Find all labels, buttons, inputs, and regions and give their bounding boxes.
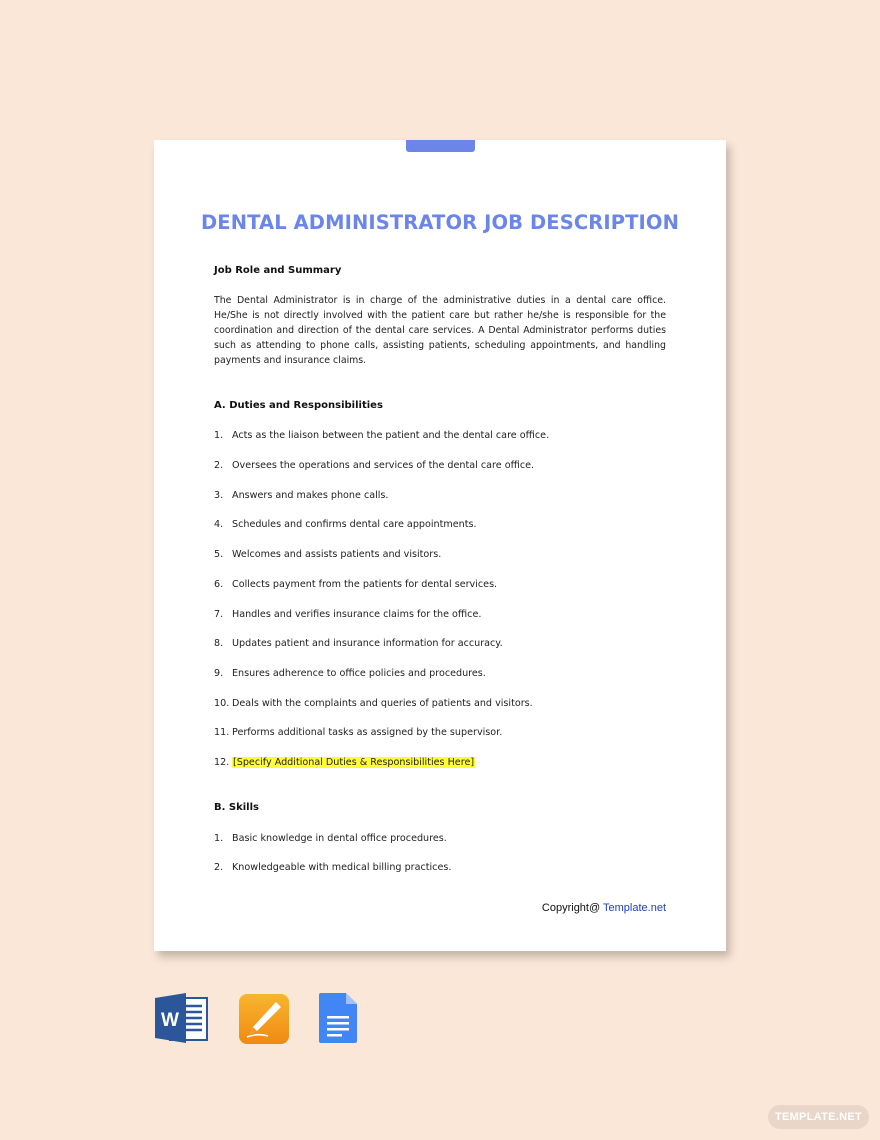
page-tab bbox=[406, 140, 475, 152]
list-item: 11. Performs additional tasks as assigned by the supervisor. bbox=[214, 727, 503, 738]
skills-heading: B. Skills bbox=[214, 802, 259, 813]
template-net-link[interactable]: Template.net bbox=[603, 902, 666, 914]
list-item: 8. Updates patient and insurance information for accuracy. bbox=[214, 638, 503, 649]
list-item: 1. Acts as the liaison between the patient and the dental care office. bbox=[214, 430, 550, 441]
list-item: 5. Welcomes and assists patients and visitors. bbox=[214, 549, 442, 560]
list-item: 6. Collects payment from the patients for dental services. bbox=[214, 579, 498, 590]
list-item: 10. Deals with the complaints and queries of patients and visitors. bbox=[214, 698, 533, 709]
document-title: DENTAL ADMINISTRATOR JOB DESCRIPTION bbox=[200, 211, 680, 234]
highlighted-placeholder[interactable]: [Specify Additional Duties & Responsibilities Here] bbox=[233, 757, 475, 768]
document-page bbox=[154, 140, 726, 951]
google-docs-icon[interactable] bbox=[318, 992, 358, 1049]
list-item: 2. Oversees the operations and services of the dental care office. bbox=[214, 460, 535, 471]
list-item: 9. Ensures adherence to office policies and procedures. bbox=[214, 668, 486, 679]
svg-text:W: W bbox=[161, 1010, 179, 1031]
duties-heading: A. Duties and Responsibilities bbox=[214, 400, 383, 411]
pages-icon[interactable] bbox=[238, 993, 290, 1050]
summary-text: The Dental Administrator is in charge of the administrative duties in a dental care office. He/She is not directly involved with the patient care but rather he/she is responsible for the coordination and direction of the dental care services. A Dental Administrator performs duties such as attending to phone calls, assisting patients, scheduling appointments, and handling payments and insurance claims. bbox=[214, 295, 666, 366]
copyright-line: Copyright@ Template.net bbox=[541, 902, 666, 914]
list-item: 2. Knowledgeable with medical billing practices. bbox=[214, 862, 452, 873]
template-net-badge[interactable]: TEMPLATE.NET bbox=[768, 1105, 869, 1129]
list-item: 3. Answers and makes phone calls. bbox=[214, 490, 389, 501]
list-item: 7. Handles and verifies insurance claims for the office. bbox=[214, 609, 482, 620]
list-item-placeholder: 12. [Specify Additional Duties & Responsibilities Here] bbox=[214, 757, 475, 768]
word-icon[interactable] bbox=[154, 992, 211, 1049]
summary-heading: Job Role and Summary bbox=[214, 265, 342, 276]
list-item: 1. Basic knowledge in dental office procedures. bbox=[214, 833, 447, 844]
list-item: 4. Schedules and confirms dental care appointments. bbox=[214, 519, 477, 530]
